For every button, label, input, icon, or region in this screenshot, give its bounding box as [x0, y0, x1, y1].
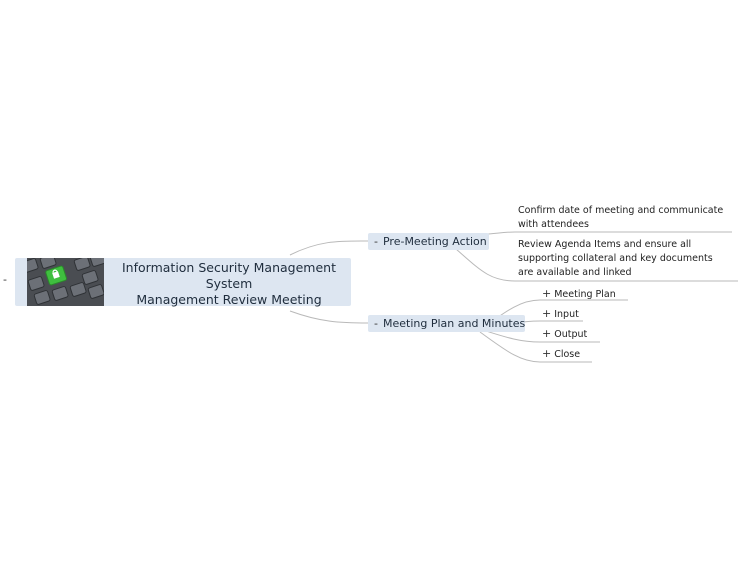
- leaf-text: Confirm date of meeting and communicate with attendees: [518, 205, 724, 230]
- subtopic-meeting-plan[interactable]: [542, 287, 616, 301]
- branch-pre-meeting-action[interactable]: [368, 233, 489, 250]
- central-topic[interactable]: [3, 258, 351, 307]
- expand-toggle[interactable]: +: [542, 327, 552, 340]
- leaf-review-agenda[interactable]: [518, 238, 730, 280]
- subtopic-output[interactable]: [542, 327, 587, 341]
- keyboard-lock-key-icon: [27, 258, 104, 306]
- leaf-text: Review Agenda Items and ensure all supporting collateral and key documents are available and linked: [518, 239, 713, 278]
- central-title-line-1: Information Security Management System: [122, 260, 336, 291]
- subtopic-label: Close: [554, 349, 581, 360]
- connector-central-plan: [290, 311, 368, 323]
- collapse-toggle[interactable]: -: [374, 317, 378, 330]
- connector-pre-leaf-1: [488, 232, 732, 234]
- branch-label: Pre-Meeting Action: [382, 235, 487, 248]
- expand-toggle[interactable]: +: [542, 347, 552, 360]
- branch-label: Meeting Plan and Minutes: [382, 317, 526, 330]
- central-collapse-toggle[interactable]: -: [3, 273, 7, 286]
- subtopic-input[interactable]: [542, 307, 579, 321]
- central-title-line-2: Management Review Meeting: [136, 292, 322, 307]
- subtopic-label: Meeting Plan: [554, 289, 616, 300]
- subtopic-label: Input: [554, 309, 579, 320]
- leaf-confirm-date[interactable]: [518, 204, 730, 232]
- expand-toggle[interactable]: +: [542, 287, 552, 300]
- central-topic-title: [107, 260, 351, 308]
- subtopic-close[interactable]: [542, 347, 580, 361]
- subtopic-label: Output: [554, 329, 588, 340]
- expand-toggle[interactable]: +: [542, 307, 552, 320]
- branch-meeting-plan-and-minutes[interactable]: [368, 315, 525, 332]
- collapse-toggle[interactable]: -: [374, 235, 378, 248]
- connector-central-pre-meeting: [290, 241, 368, 255]
